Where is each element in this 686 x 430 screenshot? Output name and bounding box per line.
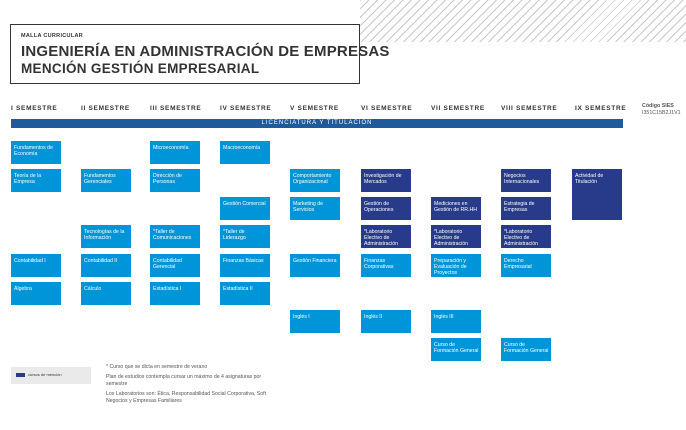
course-box: Curso de Formación General (501, 338, 551, 361)
course-box: Preparación y Evaluación de Proyectos (431, 254, 481, 277)
semester-header-7: VII SEMESTRE (431, 105, 485, 112)
course-box: Teoría de la Empresa (11, 169, 61, 192)
course-box: Microeconomía (150, 141, 200, 164)
note-summer: * Curso que se dicta en semestre de verano (106, 364, 208, 370)
course-box: Inglés II (361, 310, 411, 333)
course-box: Finanzas Corporativas (361, 254, 411, 277)
course-box: Macroeconomía (220, 141, 270, 164)
mention-course-box: Negocios Internacionales (501, 169, 551, 192)
semester-header-1: I SEMESTRE (11, 105, 58, 112)
page-subtitle: MENCIÓN GESTIÓN EMPRESARIAL (21, 61, 260, 76)
mention-course-box: Mediciones en Gestión de RR.HH (431, 197, 481, 220)
semester-header-4: IV SEMESTRE (220, 105, 272, 112)
semester-header-3: III SEMESTRE (150, 105, 202, 112)
semester-header-9: IX SEMESTRE (575, 105, 627, 112)
course-box: Finanzas Básicas (220, 254, 270, 277)
mention-course-box: *Laboratorio Electivo de Administración (431, 225, 481, 248)
legend (11, 367, 91, 384)
sies-value: I351C15B2J1V1 (642, 110, 681, 116)
course-box: Dirección de Personas (150, 169, 200, 192)
course-box: Estadística II (220, 282, 270, 305)
semester-header-6: VI SEMESTRE (361, 105, 413, 112)
course-box: Contabilidad Gerencial (150, 254, 200, 277)
page-title: INGENIERÍA EN ADMINISTRACIÓN DE EMPRESAS (21, 43, 390, 60)
course-box: Fundamentos de Economía (11, 141, 61, 164)
titulation-banner: LICENCIATURA Y TITULACIÓN (11, 119, 623, 128)
semester-header-2: II SEMESTRE (81, 105, 130, 112)
course-box: Derecho Empresarial (501, 254, 551, 277)
sies-code (642, 103, 681, 117)
mention-course-box: Gestión de Operaciones (361, 197, 411, 220)
course-box: Gestión Comercial (220, 197, 270, 220)
course-box: Marketing de Servicios (290, 197, 340, 220)
title-box (10, 24, 390, 84)
sies-label: Código SIES (642, 103, 674, 109)
decorative-hatch (360, 0, 686, 42)
course-box: Gestión Financiera (290, 254, 340, 277)
note-laboratories: Los Laboratorios son: Ética, Responsabilidad Social Corporativa, Soft Negocios y Empresas Familiares (106, 391, 267, 404)
header-label: MALLA CURRICULAR (21, 33, 84, 39)
course-box: Cálculo (81, 282, 131, 305)
mention-course-box: Actividad de Titulación (572, 169, 622, 220)
course-box: Contabilidad I (11, 254, 61, 277)
course-box: Estadística I (150, 282, 200, 305)
course-box: Inglés I (290, 310, 340, 333)
course-box: Contabilidad II (81, 254, 131, 277)
course-box: Curso de Formación General (431, 338, 481, 361)
semester-header-5: V SEMESTRE (290, 105, 339, 112)
note-max-courses: Plan de estudios contempla cursar un máximo de 4 asignaturas por semestre (106, 374, 262, 387)
mention-course-box: Estrategia de Empresas (501, 197, 551, 220)
course-box: Tecnologías de la Información (81, 225, 131, 248)
mention-course-box: *Laboratorio Electivo de Administración (361, 225, 411, 248)
course-box: Fundamentos Gerenciales (81, 169, 131, 192)
course-box: Inglés III (431, 310, 481, 333)
notes (106, 364, 276, 408)
semester-header-8: VIII SEMESTRE (501, 105, 558, 112)
legend-label: cursos de mención (28, 372, 62, 377)
course-box: Álgebra (11, 282, 61, 305)
legend-swatch (16, 373, 25, 377)
course-box: *Taller de Liderazgo (220, 225, 270, 248)
mention-course-box: *Laboratorio Electivo de Administración (501, 225, 551, 248)
mention-course-box: Investigación de Mercados (361, 169, 411, 192)
course-box: *Taller de Comunicaciones (150, 225, 200, 248)
course-box: Comportamiento Organizacional (290, 169, 340, 192)
